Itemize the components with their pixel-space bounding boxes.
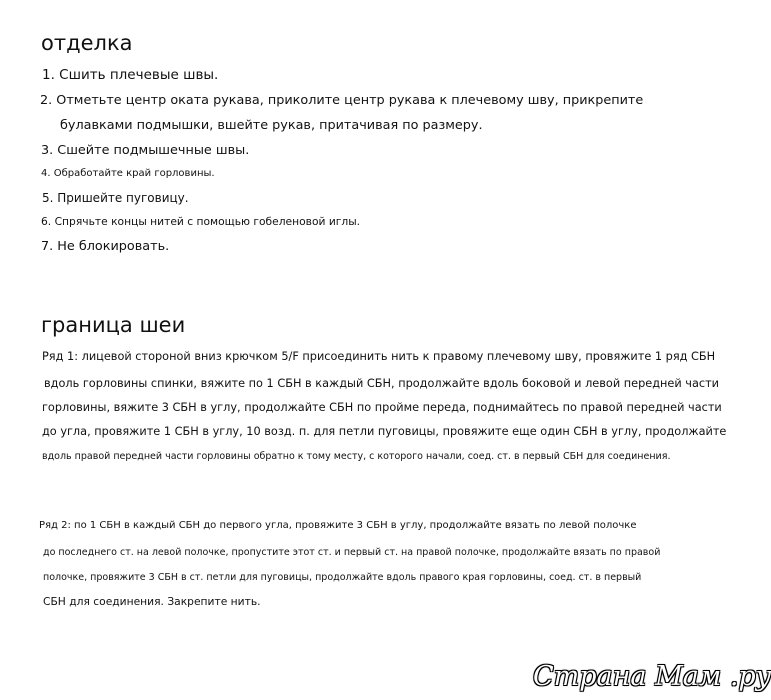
finishing-step-3: 3. Сшейте подмышечные швы. (41, 143, 250, 158)
row1-line-5: вдоль правой передней части горловины обратно к тому месту, с которого начали, соед. ст. в первый СБН для соединения. (42, 451, 671, 462)
finishing-step-1: 1. Сшить плечевые швы. (42, 67, 219, 83)
finishing-step-4: 4. Обработайте край горловины. (41, 168, 215, 179)
row1-line-3: горловины, вяжите 3 СБН в углу, продолжайте СБН по пройме переда, поднимайтесь по правой передней части (42, 401, 722, 414)
row1-line-4: до угла, провяжите 1 СБН в углу, 10 возд. п. для петли пуговицы, провяжите еще один СБН в углу, продолжайте (42, 425, 727, 438)
neck-border-heading: граница шеи (41, 313, 186, 337)
finishing-heading: отделка (41, 31, 133, 55)
finishing-step-7: 7. Не блокировать. (41, 239, 170, 254)
finishing-step-5: 5. Пришейте пуговицу. (42, 191, 189, 205)
finishing-step-2: 2. Отметьте центр оката рукава, приколите центр рукава к плечевому шву, прикрепите (40, 93, 644, 108)
row2-line-3: полочке, провяжите 3 СБН в ст. петли для пуговицы, продолжайте вдоль правого края горловины, соед. ст. в первый (43, 572, 642, 583)
finishing-step-2-continued: булавками подмышки, вшейте рукав, притачивая по размеру. (60, 118, 483, 133)
finishing-step-6: 6. Спрячьте концы нитей с помощью гобеленовой иглы. (41, 215, 361, 228)
site-watermark: Страна Мам .ру (533, 661, 771, 692)
row2-line-4: СБН для соединения. Закрепите нить. (43, 595, 261, 608)
row2-line-2: до последнего ст. на левой полочке, пропустите этот ст. и первый ст. на правой полочке, продолжайте вязать по правой (43, 547, 661, 558)
row1-line-2: вдоль горловины спинки, вяжите по 1 СБН в каждый СБН, продолжайте вдоль боковой и левой передней части (44, 377, 720, 390)
row2-line-1: Ряд 2: по 1 СБН в каждый СБН до первого угла, провяжите 3 СБН в углу, продолжайте вязать по левой полочке (39, 520, 637, 531)
row1-line-1: Ряд 1: лицевой стороной вниз крючком 5/F присоединить нить к правому плечевому шву, провяжите 1 ряд СБН (42, 350, 716, 363)
